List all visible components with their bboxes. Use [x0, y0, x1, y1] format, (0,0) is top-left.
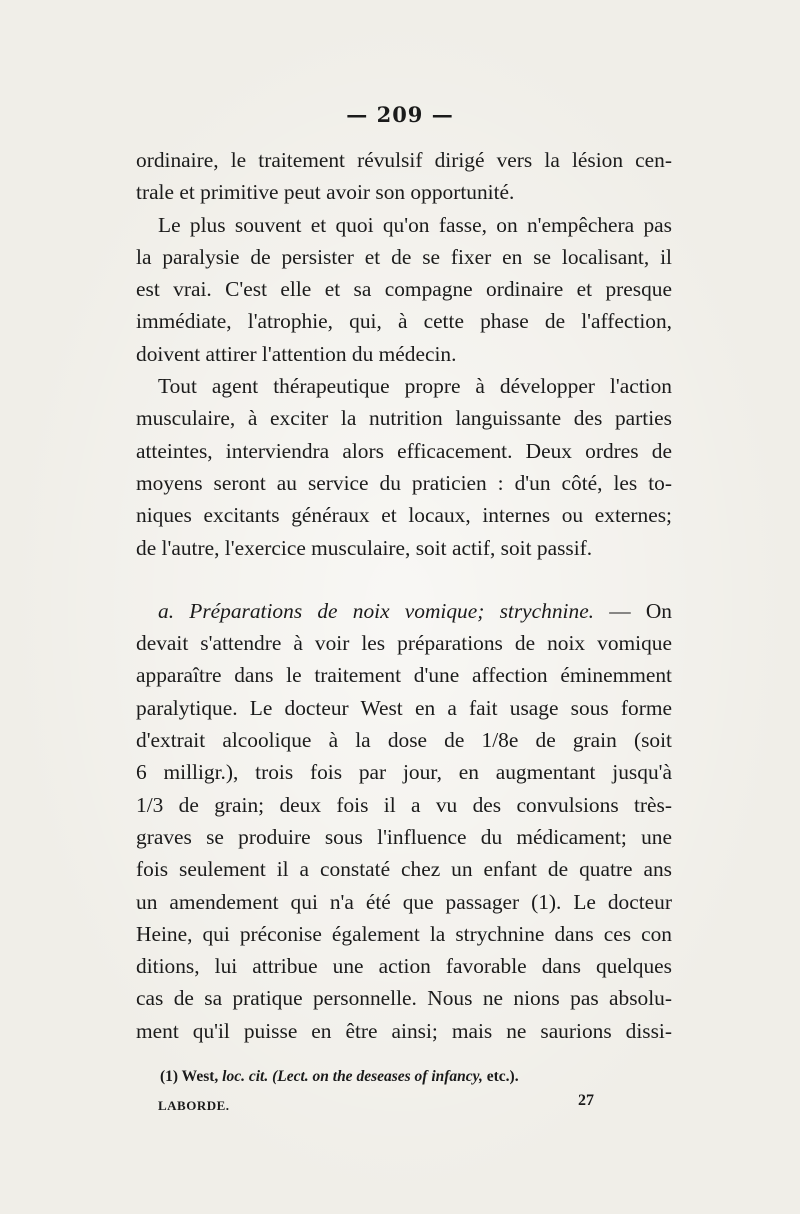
- heading-continuation: — On: [609, 598, 672, 623]
- text-line: graves se produire sous l'influence du médicament; une: [136, 824, 672, 849]
- text-line: d'extrait alcoolique à la dose de 1/8e de grain (soit: [136, 728, 672, 753]
- section-heading: a. Préparations de noix vomique; strychnine.: [158, 598, 595, 623]
- text-line: 6 milligr.), trois fois par jour, en augmentant jusqu'à: [136, 760, 672, 785]
- text-line: la paralysie de persister et de se fixer en se localisant, il: [136, 244, 672, 269]
- text-line: doivent attirer l'attention du médecin.: [136, 341, 457, 366]
- paragraph-2: [136, 209, 672, 370]
- text-line: devait s'attendre à voir les préparations de noix vomique: [136, 631, 672, 656]
- text-line: Heine, qui préconise également la strychnine dans ces con: [136, 921, 672, 946]
- printer-signature: LABORDE.: [158, 1098, 230, 1113]
- text-line: ment qu'il puisse en être ainsi; mais ne saurions dissi-: [136, 1018, 672, 1043]
- text-line: musculaire, à exciter la nutrition languissante des parties: [136, 406, 672, 431]
- footnote-end: etc.).: [486, 1068, 519, 1085]
- text-line: 1/3 de grain; deux fois il a vu des convulsions très-: [136, 792, 672, 817]
- text-line: apparaître dans le traitement d'une affection éminemment: [136, 663, 672, 688]
- text-line: atteintes, interviendra alors efficacement. Deux ordres de: [136, 438, 672, 463]
- footnote-reference: loc. cit. (Lect. on the deseases of infancy,: [222, 1068, 483, 1085]
- text-line: niques excitants généraux et locaux, internes ou externes;: [136, 503, 672, 528]
- sheet-number: 27: [578, 1092, 594, 1109]
- paragraph-1: [136, 144, 672, 209]
- text-line: moyens seront au service du praticien : d'un côté, les to-: [136, 470, 672, 495]
- paragraph-3: [136, 370, 672, 564]
- paragraph-gap: [136, 564, 672, 595]
- text-line: immédiate, l'atrophie, qui, à cette phase de l'affection,: [136, 309, 672, 334]
- text-line: de l'autre, l'exercice musculaire, soit actif, soit passif.: [136, 535, 593, 560]
- text-line: Le plus souvent et quoi qu'on fasse, on n'empêchera pas: [158, 212, 672, 237]
- text-line: ditions, lui attribue une action favorable dans quelques: [136, 954, 672, 979]
- text-line: ordinaire, le traitement révulsif dirigé vers la lésion cen-: [136, 148, 672, 172]
- page-number: — 209 —: [346, 102, 454, 127]
- text-line: est vrai. C'est elle et sa compagne ordinaire et presque: [136, 277, 672, 302]
- text-line: un amendement qui n'a été que passager (1). Le docteur: [136, 889, 672, 914]
- footnote-marker: (1) West,: [160, 1068, 219, 1085]
- text-line: cas de sa pratique personnelle. Nous ne nions pas absolu-: [136, 986, 672, 1011]
- body-text: [136, 144, 672, 1047]
- text-line: fois seulement il a constaté chez un enfant de quatre ans: [136, 857, 672, 882]
- text-line: [136, 595, 672, 627]
- text-line: Tout agent thérapeutique propre à développer l'action: [158, 374, 672, 399]
- footnote: [160, 1068, 519, 1086]
- text-line: trale et primitive peut avoir son opportunité.: [136, 180, 515, 205]
- text-line: paralytique. Le docteur West en a fait usage sous forme: [136, 695, 672, 720]
- paragraph-4: [136, 595, 672, 1047]
